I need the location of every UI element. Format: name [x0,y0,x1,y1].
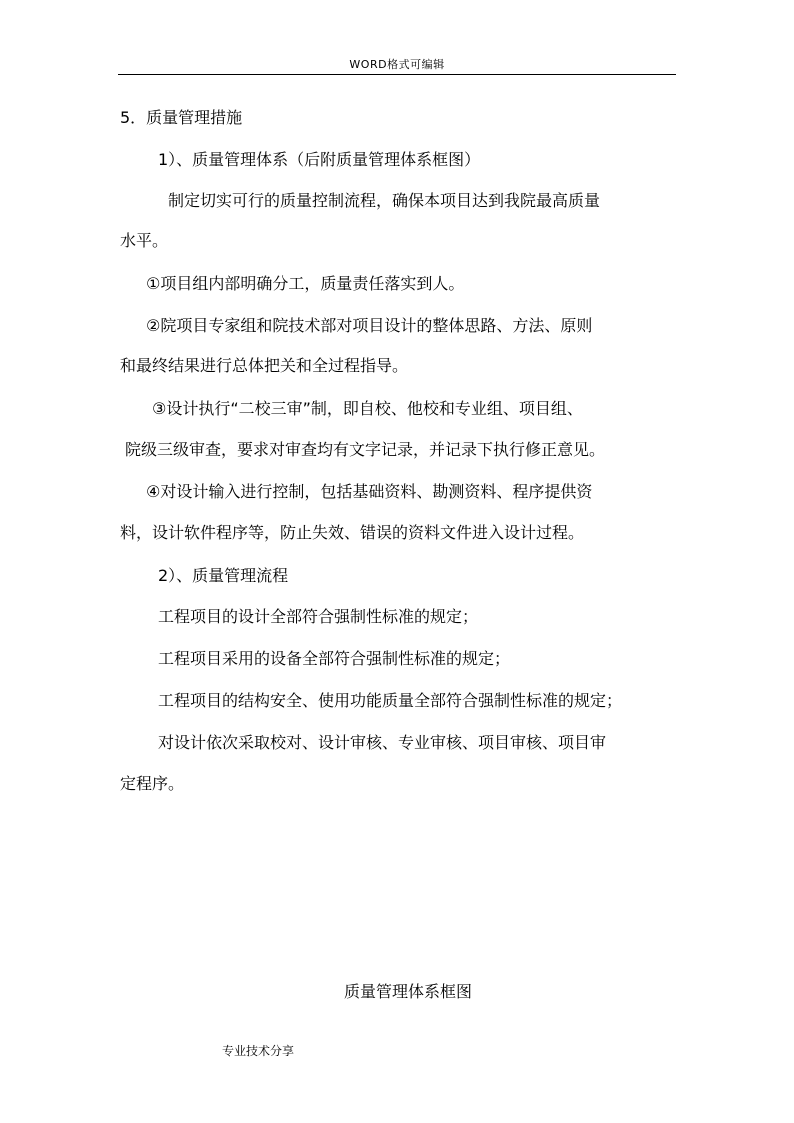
list-item-continuation: 院级三级审查，要求对审查均有文字记录，并记录下执行修正意见。 [125,440,606,459]
list-item-continuation: 料，设计软件程序等，防止失效、错误的资料文件进入设计过程。 [120,523,585,542]
flow-item: 工程项目采用的设备全部符合强制性标准的规定； [158,649,511,668]
list-item: ③设计执行“二校三审”制，即自校、他校和专业组、项目组、 [152,399,583,418]
subsection-heading-2: 2）、质量管理流程 [158,566,289,585]
section-title: 5．质量管理措施 [120,108,243,127]
paragraph-line: 制定切实可行的质量控制流程，确保本项目达到我院最高质量 [168,191,601,210]
list-item: ④对设计输入进行控制，包括基础资料、勘测资料、程序提供资 [146,482,593,501]
list-item: ②院项目专家组和院技术部对项目设计的整体思路、方法、原则 [146,316,593,335]
page-footer: 专业技术分享 [222,1044,295,1058]
list-item-continuation: 和最终结果进行总体把关和全过程指导。 [120,356,409,375]
flow-item: 工程项目的结构安全、使用功能质量全部符合强制性标准的规定； [158,691,623,710]
header-text: WORD格式可编辑 [349,58,445,71]
flow-item-continuation: 定程序。 [120,774,185,793]
diagram-caption: 质量管理体系框图 [344,982,473,1001]
flow-item: 工程项目的设计全部符合强制性标准的规定； [158,607,479,626]
header-divider [118,74,676,75]
paragraph-line: 水平。 [120,231,169,250]
subsection-heading-1: 1）、质量管理体系（后附质量管理体系框图） [158,150,481,169]
flow-item: 对设计依次采取校对、设计审核、专业审核、项目审核、项目审 [158,733,607,752]
list-item: ①项目组内部明确分工，质量责任落实到人。 [146,274,465,293]
